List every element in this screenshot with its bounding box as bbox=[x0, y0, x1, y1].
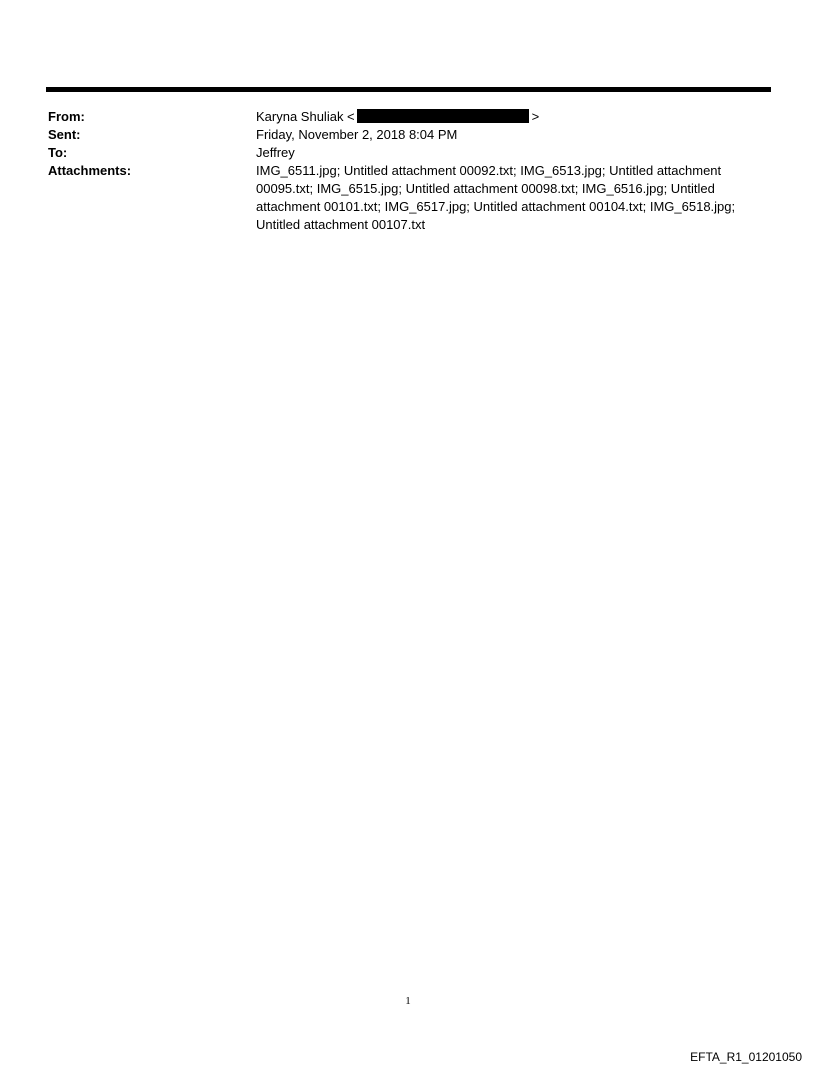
attachments-row bbox=[48, 162, 748, 234]
header-divider bbox=[46, 87, 771, 92]
redacted-email-address bbox=[357, 109, 529, 123]
from-value bbox=[256, 108, 748, 126]
sender-name: Karyna Shuliak < bbox=[256, 109, 355, 124]
to-label: To: bbox=[48, 145, 68, 160]
from-label: From: bbox=[48, 109, 85, 124]
sender-close-bracket: > bbox=[531, 109, 540, 124]
email-header bbox=[48, 108, 748, 234]
to-row bbox=[48, 144, 748, 162]
to-value: Jeffrey bbox=[256, 145, 295, 160]
attachments-label: Attachments: bbox=[48, 163, 132, 178]
page-number: 1 bbox=[405, 995, 411, 1007]
from-row bbox=[48, 108, 748, 126]
sent-row bbox=[48, 126, 748, 144]
sent-value: Friday, November 2, 2018 8:04 PM bbox=[256, 127, 458, 142]
attachments-value: IMG_6511.jpg; Untitled attachment 00092.txt; IMG_6513.jpg; Untitled attachment 00095.txt; IMG_6515.jpg; Untitled attachment 00098.txt; IMG_6516.jpg; Untitled attachment 00101.txt; IMG_6517.jpg; Untitled attachment 00104.txt; IMG_6518.jpg; Untitled attachment 00107.txt bbox=[256, 163, 736, 232]
sent-label: Sent: bbox=[48, 127, 81, 142]
document-id: EFTA_R1_01201050 bbox=[690, 1050, 802, 1064]
